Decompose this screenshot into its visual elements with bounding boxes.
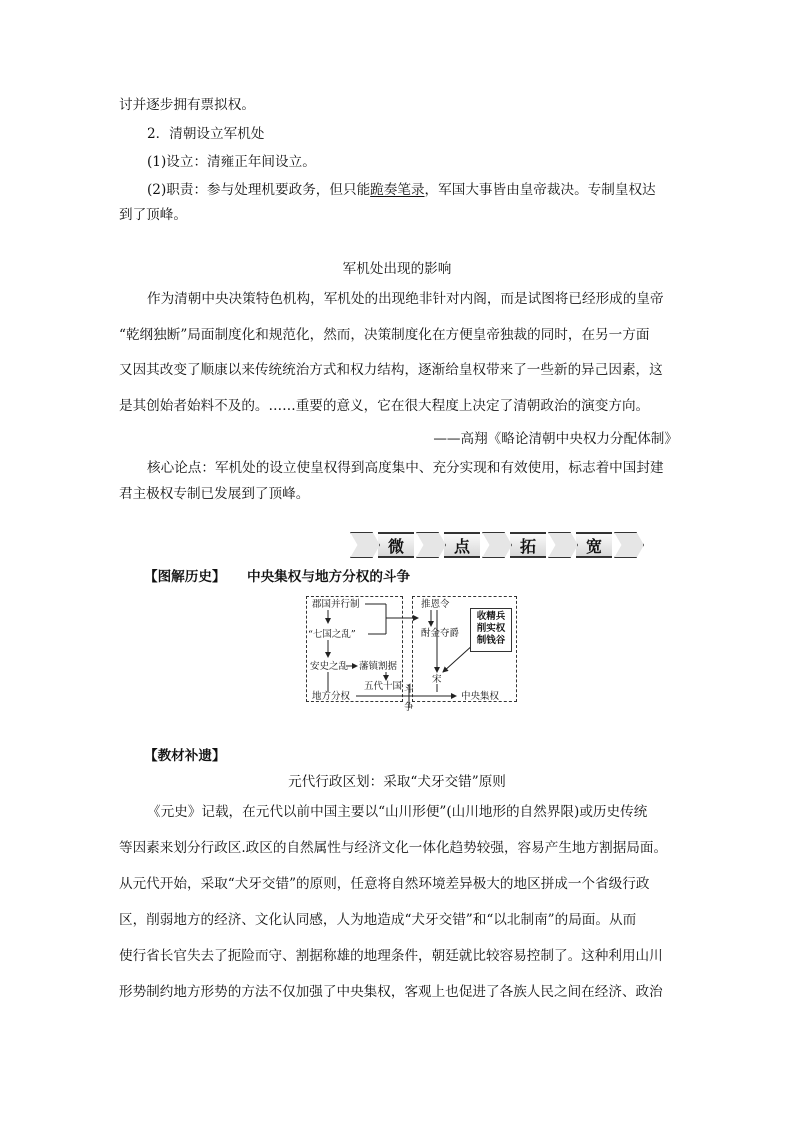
section-banner — [350, 532, 642, 558]
node-junguo: 郡国并行制 — [312, 599, 360, 610]
policy-line: 收精兵 — [476, 611, 506, 622]
diagram-title: 中央集权与地方分权的斗争 — [247, 569, 411, 585]
chevron-icon — [614, 532, 644, 558]
banner-char: 拓 — [510, 532, 546, 558]
banner-char: 点 — [444, 532, 480, 558]
excerpt-source: ——高翔《略论清朝中央权力分配体制》 — [433, 431, 678, 447]
chevron-icon — [350, 532, 380, 558]
supplement-line: 等因素来划分行政区.政区的自然属性与经济文化一体化趋势较强，容易产生地方割据局面。 — [119, 840, 668, 856]
excerpt-line: 又因其改变了顺康以来传统统治方式和权力结构，逐渐给皇权带来了一些新的异己因素，这 — [119, 362, 663, 378]
excerpt-line: “乾纲独断”局面制度化和规范化，然而，决策制度化在方便皇帝独裁的同时，在另一方面 — [119, 327, 650, 343]
chevron-icon — [548, 532, 578, 558]
subheading: 2．清朝设立军机处 — [147, 126, 265, 142]
policy-line: 削实权 — [476, 623, 506, 634]
excerpt-title: 军机处出现的影响 — [342, 261, 452, 277]
node-qiguo: “七国之乱” — [308, 629, 356, 640]
policy-line: 制钱谷 — [476, 635, 506, 646]
node-fanzhen: 藩镇割据 — [359, 661, 398, 672]
node-central: 中央集权 — [461, 691, 500, 702]
underlined-term: 跪奏笔录 — [370, 182, 425, 198]
node-tuien: 推恩令 — [421, 599, 450, 610]
supplement-line: 使行省长官失去了扼险而守、割据称雄的地理条件，朝廷就比较容易控制了。这种利用山川 — [119, 948, 663, 964]
supplement-line: 《元史》记载，在元代以前中国主要以“山川形便”(山川地形的自然界限)或历史传统 — [147, 804, 648, 820]
supplement-title: 元代行政区划：采取“犬牙交错”原则 — [288, 774, 506, 790]
banner-char: 宽 — [576, 532, 612, 558]
text-line: 到了顶峰。 — [119, 207, 187, 223]
supplement-tag: 【教材补遗】 — [144, 748, 226, 764]
supplement-line: 形势制约地方形势的方法不仅加强了中央集权，客观上也促进了各族人民之间在经济、政治 — [119, 984, 663, 1000]
node-wudai: 五代十国 — [364, 681, 403, 692]
text-segment: (2)职责：参与处理机要政务，但只能 — [147, 182, 371, 198]
node-song: 宋 — [432, 674, 442, 685]
node-anshi: 安史之乱 — [310, 661, 349, 672]
text-line: 讨并逐步拥有票拟权。 — [119, 97, 255, 113]
diagram-tag: 【图解历史】 — [144, 569, 226, 585]
node-zhoujin: 酎金夺爵 — [421, 628, 460, 639]
text-line: (1)设立：清雍正年间设立。 — [147, 154, 316, 170]
excerpt-line: 作为清朝中央决策特色机构，军机处的出现绝非针对内阁，而是试图将已经形成的皇帝 — [147, 291, 664, 307]
core-argument: 君主极权专制已发展到了顶峰。 — [119, 486, 310, 502]
supplement-line: 从元代开始，采取“犬牙交错”的原则，任意将自然环境差异极大的地区拼成一个省级行政 — [119, 876, 650, 892]
struggle-char: 争 — [404, 702, 414, 713]
policy-box — [470, 608, 512, 652]
excerpt-line: 是其创始者始料不及的。……重要的意义，它在很大程度上决定了清朝政治的演变方向。 — [119, 398, 650, 414]
struggle-diagram — [306, 596, 516, 716]
core-argument: 核心论点：军机处的设立使皇权得到高度集中、充分实现和有效使用，标志着中国封建 — [147, 460, 664, 476]
text-segment: ，军国大事皆由皇帝裁决。专制皇权达 — [424, 182, 656, 198]
struggle-char: 斗 — [404, 684, 414, 695]
banner-char: 微 — [378, 532, 414, 558]
chevron-icon — [416, 532, 446, 558]
text-line — [147, 180, 656, 200]
chevron-icon — [482, 532, 512, 558]
node-local: 地方分权 — [312, 691, 351, 702]
supplement-line: 区，削弱地方的经济、文化认同感，人为地造成“犬牙交错”和“以北制南”的局面。从而 — [119, 912, 637, 928]
